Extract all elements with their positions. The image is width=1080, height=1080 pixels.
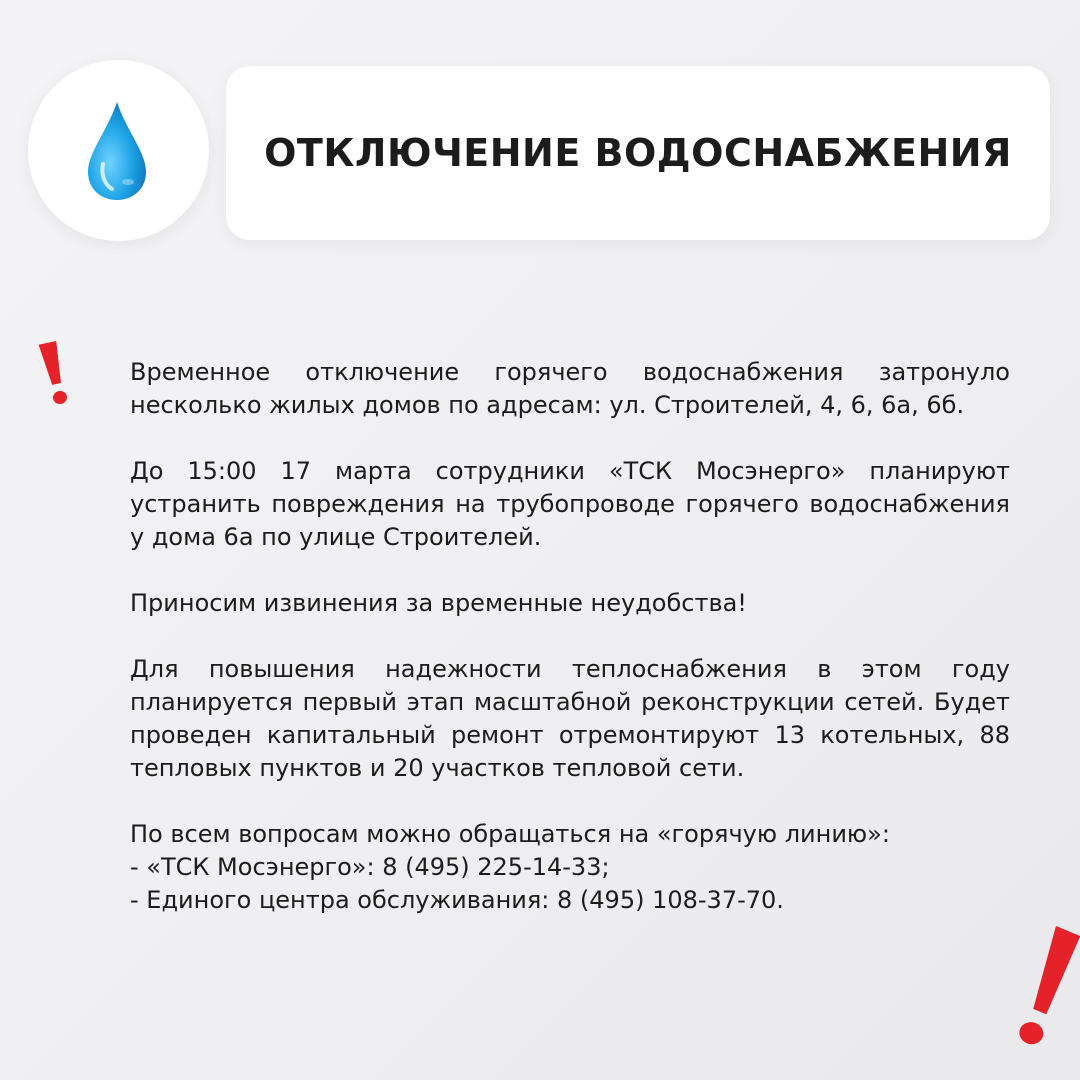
icon-circle [28,60,209,241]
contact-line-tsk: - «ТСК Мосэнерго»: 8 (495) 225-14-33; [130,853,610,881]
paragraph-outage: Временное отключение горячего водоснабжения затронуло несколько жилых домов по адресам: ул. Строителей, 4, 6, 6а, 6б. [130,358,1010,419]
exclamation-icon [30,338,80,410]
page-title: ОТКЛЮЧЕНИЕ ВОДОСНАБЖЕНИЯ [264,131,1012,175]
water-drop-icon [86,100,148,202]
paragraph-reconstruction: Для повышения надежности теплоснабжения в этом году планируется первый этап масштабной реконструкции сетей. Будет проведен капитальный ремонт отремонтируют 13 котельных, 88 тепловых пунктов и 20 участков тепловой сети. [130,655,1010,782]
exclamation-icon [1000,920,1080,1060]
contacts-intro: По всем вопросам можно обращаться на «горячую линию»: [130,820,890,848]
paragraph-apology: Приносим извинения за временные неудобства! [130,589,747,617]
title-card [226,66,1050,240]
contact-line-service-center: - Единого центра обслуживания: 8 (495) 108-37-70. [130,886,784,914]
contacts-block [130,818,1010,917]
paragraph-repair: До 15:00 17 марта сотрудники «ТСК Мосэнерго» планируют устранить повреждения на трубопроводе горячего водоснабжения у дома 6а по улице Строителей. [130,457,1010,551]
announcement-body [130,356,1010,917]
